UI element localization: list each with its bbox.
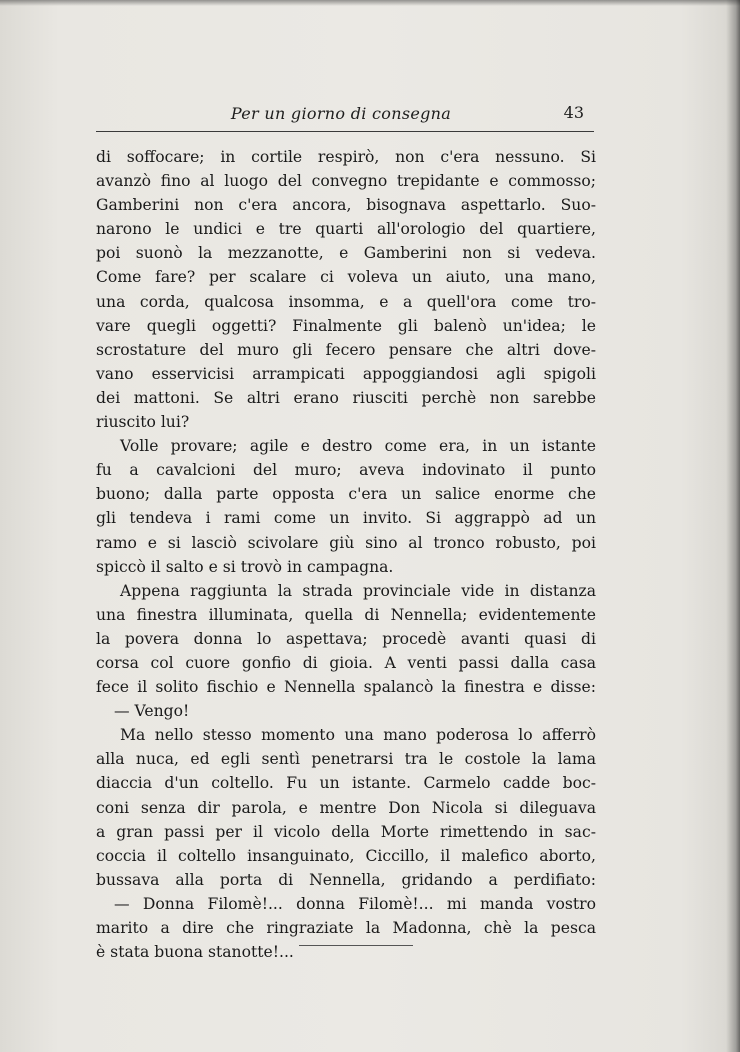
text-line: — Vengo! bbox=[114, 702, 190, 721]
text-line: la povera donna lo aspettava; procedè avanti quasi di bbox=[96, 629, 596, 648]
text-line: a gran passi per il vicolo della Morte rimettendo in sac- bbox=[96, 822, 596, 841]
text-line: dei mattoni. Se altri erano riusciti perchè non sarebbe bbox=[96, 388, 596, 407]
text-line: ramo e si lasciò scivolare giù sino al tronco robusto, poi bbox=[96, 533, 596, 552]
text-line: una corda, qualcosa insomma, e a quell'ora come tro- bbox=[96, 292, 596, 311]
page-top-edge bbox=[0, 0, 740, 6]
body-text bbox=[96, 145, 596, 964]
text-line: Appena raggiunta la strada provinciale vide in distanza bbox=[120, 581, 596, 600]
text-line: poi suonò la mezzanotte, e Gamberini non si vedeva. bbox=[96, 244, 596, 263]
text-line: Volle provare; agile e destro come era, in un istante bbox=[120, 437, 596, 456]
text-line: vare quegli oggetti? Finalmente gli balenò un'idea; le bbox=[96, 316, 596, 335]
end-rule bbox=[299, 945, 413, 946]
text-line: bussava alla porta di Nennella, gridando a perdifiato: bbox=[96, 870, 596, 889]
text-line: buono; dalla parte opposta c'era un salice enorme che bbox=[96, 485, 596, 504]
text-line: fu a cavalcioni del muro; aveva indovinato il punto bbox=[96, 461, 596, 480]
text-line: corsa col cuore gonfio di gioia. A venti passi dalla casa bbox=[96, 653, 596, 672]
text-line: fece il solito fischio e Nennella spalancò la finestra e disse: bbox=[96, 678, 596, 697]
text-line: Ma nello stesso momento una mano poderosa lo afferrò bbox=[120, 726, 596, 745]
text-line: scrostature del muro gli fecero pensare che altri dove- bbox=[96, 340, 596, 359]
running-head bbox=[96, 100, 596, 130]
text-line: coni senza dir parola, e mentre Don Nicola si dileguava bbox=[96, 798, 596, 817]
text-line: avanzò fino al luogo del convegno trepidante e commosso; bbox=[96, 172, 596, 191]
page-number: 43 bbox=[563, 103, 584, 122]
text-line: una finestra illuminata, quella di Nennella; evidentemente bbox=[96, 605, 596, 624]
text-line: vano esservicisi arrampicati appoggiandosi agli spigoli bbox=[96, 364, 596, 383]
header-rule bbox=[96, 131, 594, 132]
text-line: — Donna Filomè!... donna Filomè!... mi manda vostro bbox=[114, 894, 596, 913]
text-line: marito a dire che ringraziate la Madonna, chè la pesca bbox=[96, 919, 596, 937]
text-line: di soffocare; in cortile respirò, non c'era nessuno. Si bbox=[96, 148, 596, 166]
text-line: Come fare? per scalare ci voleva un aiuto, una mano, bbox=[96, 268, 596, 287]
text-line: Gamberini non c'era ancora, bisognava aspettarlo. Suo- bbox=[96, 196, 596, 215]
text-line: è stata buona stanotte!... bbox=[96, 943, 294, 962]
text-line: riuscito lui? bbox=[96, 413, 190, 432]
text-line: spiccò il salto e si trovò in campagna. bbox=[96, 557, 394, 576]
text-line: alla nuca, ed egli sentì penetrarsi tra le costole la lama bbox=[96, 750, 596, 769]
text-line: diaccia d'un coltello. Fu un istante. Carmelo cadde boc- bbox=[96, 774, 596, 793]
text-line: narono le undici e tre quarti all'orologio del quartiere, bbox=[96, 220, 596, 239]
text-line: gli tendeva i rami come un invito. Si aggrappò ad un bbox=[96, 509, 596, 528]
page-right-edge bbox=[726, 0, 740, 1052]
text-line: coccia il coltello insanguinato, Ciccillo, il malefico aborto, bbox=[96, 846, 596, 865]
running-title: Per un giorno di consegna bbox=[230, 104, 452, 123]
